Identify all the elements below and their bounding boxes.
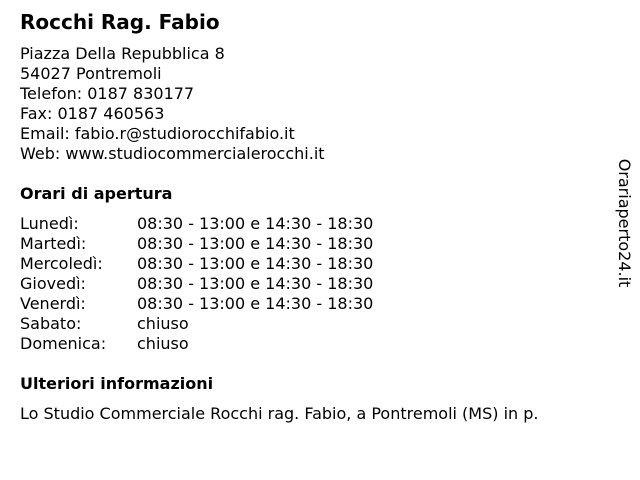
fax-number: Fax: 0187 460563 — [20, 104, 165, 123]
website-address[interactable]: Web: www.studiocommercialerocchi.it — [20, 144, 325, 163]
hours-day: Lunedì: — [20, 214, 79, 233]
contact-details — [20, 44, 325, 164]
address-city: 54027 Pontremoli — [20, 64, 162, 83]
hours-time: chiuso — [137, 334, 189, 353]
hours-day: Venerdì: — [20, 294, 86, 313]
hours-time: 08:30 - 13:00 e 14:30 - 18:30 — [137, 294, 374, 313]
site-watermark: Orariaperto24.it — [615, 158, 634, 288]
business-name: Rocchi Rag. Fabio — [20, 10, 220, 34]
opening-hours-heading: Orari di apertura — [20, 184, 173, 203]
phone-number[interactable]: Telefon: 0187 830177 — [20, 84, 195, 103]
address-street: Piazza Della Repubblica 8 — [20, 44, 225, 63]
additional-info-heading: Ulteriori informazioni — [20, 374, 214, 393]
hours-day: Martedì: — [20, 234, 87, 253]
email-address[interactable]: Email: fabio.r@studiorocchifabio.it — [20, 124, 295, 143]
hours-time: 08:30 - 13:00 e 14:30 - 18:30 — [137, 254, 374, 273]
hours-day: Sabato: — [20, 314, 82, 333]
hours-time: 08:30 - 13:00 e 14:30 - 18:30 — [137, 214, 374, 233]
hours-day: Domenica: — [20, 334, 107, 353]
hours-time: 08:30 - 13:00 e 14:30 - 18:30 — [137, 274, 374, 293]
hours-time: 08:30 - 13:00 e 14:30 - 18:30 — [137, 234, 374, 253]
business-description: Lo Studio Commerciale Rocchi rag. Fabio, a Pontremoli (MS) in p. — [20, 404, 539, 423]
hours-day: Giovedì: — [20, 274, 86, 293]
hours-time: chiuso — [137, 314, 189, 333]
hours-day: Mercoledì: — [20, 254, 103, 273]
